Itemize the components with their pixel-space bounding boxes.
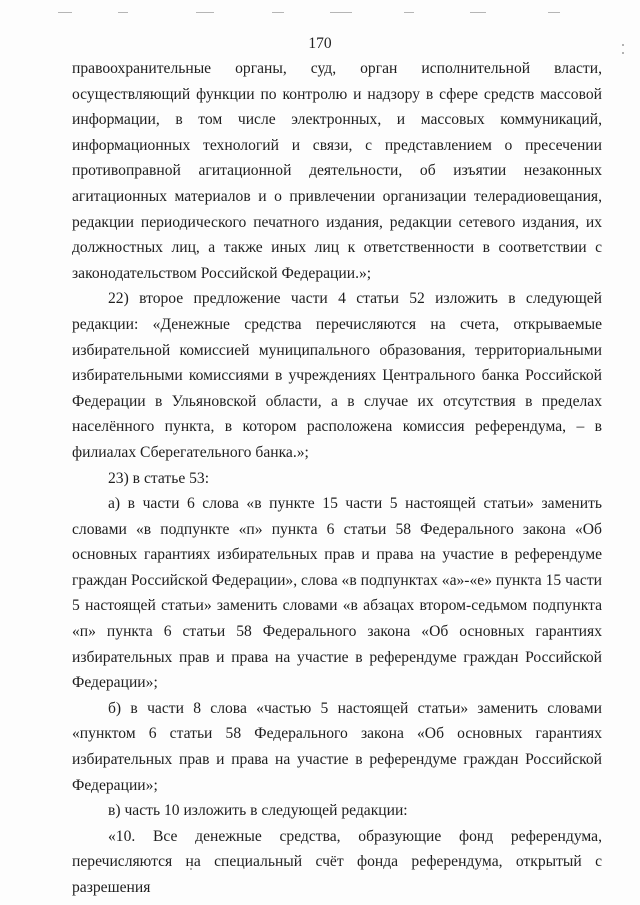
scan-artifact (272, 12, 284, 13)
page-number: 170 (308, 35, 332, 52)
paragraph-item-23: 23) в статье 53: (108, 469, 210, 487)
scan-artifact (196, 12, 214, 13)
scan-artifact (330, 12, 352, 13)
body-text (72, 56, 602, 901)
paragraph-item-22: 22) второе предложение части 4 статьи 52 изложить в следующей редакции: «Денежные средства перечисляются на счета, открываемые избирательной комиссией муниципального образования, территориальными избирательными комиссиями в учреждениях Центрального банка Российской Федерации в Ульяновской области, а в случае их отсутствия в пределах населённого пункта, в котором расположена комиссия референдума, – в филиалах Сберегательного банка.»; (72, 290, 602, 461)
paragraph-subitem-v: в) часть 10 изложить в следующей редакции: (108, 802, 408, 820)
scan-artifact (118, 12, 128, 13)
paragraph-subitem-a: а) в части 6 слова «в пункте 15 части 5 настоящей статьи» заменить словами «в подпункте «п» пункта 6 статьи 58 Федерального закона «Об основных гарантиях избирательных прав и права на участие в референдуме граждан Российской Федерации», слова «в подпунктах «а»-«е» пункта 15 части 5 настоящей статьи» заменить словами «в абзацах втором-седьмом подпункта «п» пункта 6 статьи 58 Федерального закона «Об основных гарантиях избирательных прав и права на участие в референдуме граждан Российской Федерации»; (72, 495, 602, 692)
paragraph-continuation: правоохранительные органы, суд, орган исполнительной власти, осуществляющий функции по контролю и надзору в сфере средств массовой информации, в том числе электронных, и массовых коммуникаций, информационных технологий и связи, с представлением о пресечении противоправной агитационной деятельности, об изъятии незаконных агитационных материалов и о привлечении организации телерадиовещания, редакции периодического печатного издания, редакции сетевого издания, их должностных лиц, а также иных лиц к ответственности в соответствии с законодательством Российской Федерации.»; (72, 60, 602, 282)
scan-artifact (470, 12, 486, 13)
scan-artifact (58, 12, 72, 13)
paragraph-subitem-b: б) в части 8 слова «частью 5 настоящей статьи» заменить словами «пунктом 6 статьи 58 Федерального закона «Об основных гарантиях избирательных прав и права на участие в референдуме граждан Российской Федерации»; (72, 699, 602, 794)
scan-artifact (404, 12, 414, 13)
paragraph-part-10: «10. Все денежные средства, образующие фонд референдума, перечисляются на специальный счёт фонда референдума, открытый с разрешения (72, 827, 602, 896)
scan-artifact (548, 12, 560, 13)
